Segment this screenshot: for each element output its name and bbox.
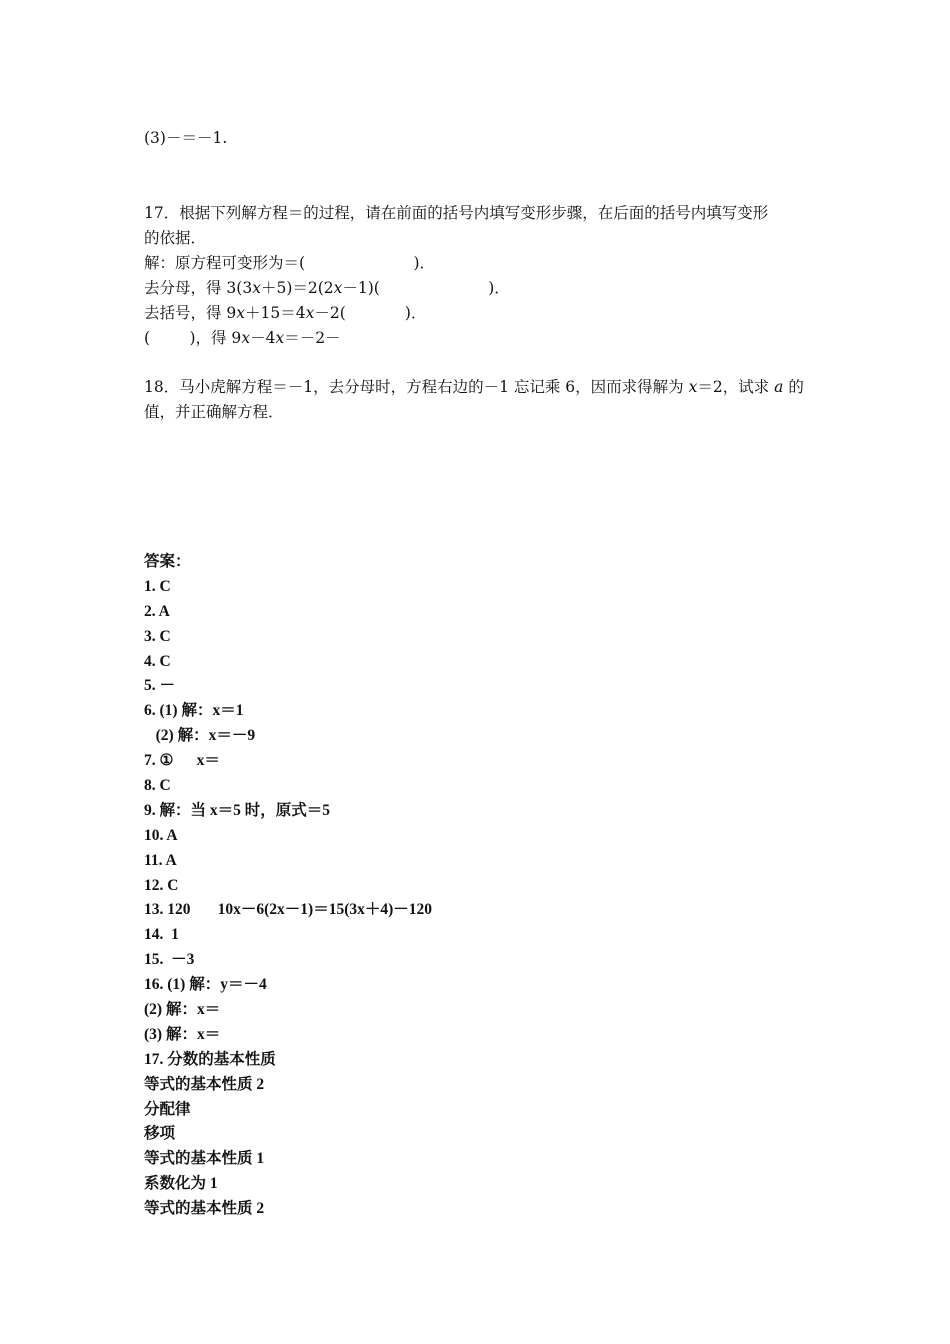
text: 的 bbox=[783, 378, 804, 396]
question-18-line-1 bbox=[144, 377, 804, 397]
var-x: x bbox=[252, 279, 261, 297]
text: －1)( )． bbox=[342, 279, 510, 297]
answer-item: 12. C bbox=[144, 877, 179, 894]
answer-item: 9. 解：当 x＝5 时，原式＝5 bbox=[144, 802, 331, 819]
answer-item: 15. －3 bbox=[144, 951, 195, 968]
text: ＝2，试求 bbox=[697, 378, 775, 396]
question-17-line-6 bbox=[144, 328, 341, 348]
answer-item: 10. A bbox=[144, 827, 178, 844]
answer-item: 等式的基本性质 2 bbox=[144, 1076, 265, 1093]
answer-item: 7. ① x＝ bbox=[144, 752, 220, 769]
var-x: x bbox=[688, 378, 698, 396]
question-18-line-2: 值，并正确解方程． bbox=[144, 403, 284, 421]
text: 18．马小虎解方程＝－1，去分母时，方程右边的－1 忘记乘 6，因而求得解为 bbox=[144, 378, 689, 396]
var-x: x bbox=[241, 329, 251, 347]
text: －4 bbox=[250, 329, 276, 347]
text: ＋15＝4 bbox=[245, 304, 306, 322]
answer-item: (2) 解：x＝ bbox=[144, 1001, 221, 1018]
question-17-line-3: 解：原方程可变形为＝( )． bbox=[144, 254, 435, 272]
answer-item: 13. 120 10x－6(2x－1)＝15(3x＋4)－120 bbox=[144, 901, 433, 918]
question-16-3: (3)－＝－1. bbox=[144, 129, 228, 147]
answer-item: 3. C bbox=[144, 628, 171, 645]
answer-item: 16. (1) 解：y＝－4 bbox=[144, 976, 267, 993]
answer-item: 8. C bbox=[144, 777, 171, 794]
var-x: x bbox=[333, 279, 343, 297]
answer-item: 系数化为 1 bbox=[144, 1175, 218, 1192]
var-x: x bbox=[275, 329, 285, 347]
answers-header: 答案： bbox=[144, 553, 191, 570]
text: ( )，得 9 bbox=[144, 329, 242, 347]
var-x: x bbox=[236, 304, 246, 322]
text: ＋5)＝2(2 bbox=[260, 279, 334, 297]
answer-item: 分配律 bbox=[144, 1101, 191, 1118]
answer-item: 11. A bbox=[144, 852, 177, 869]
answer-item: 17. 分数的基本性质 bbox=[144, 1051, 276, 1068]
var-a: a bbox=[774, 378, 784, 396]
answer-item: 等式的基本性质 1 bbox=[144, 1150, 265, 1167]
answer-item: 6. (1) 解：x＝1 bbox=[144, 702, 244, 719]
question-17-line-1: 17．根据下列解方程＝的过程，请在前面的括号内填写变形步骤，在后面的括号内填写变形 bbox=[144, 204, 769, 222]
answer-item: (3) 解：x＝ bbox=[144, 1026, 221, 1043]
text: －2( )． bbox=[314, 304, 427, 322]
text: 去括号，得 9 bbox=[144, 304, 237, 322]
var-x: x bbox=[305, 304, 315, 322]
question-17-line-4 bbox=[144, 278, 510, 298]
answer-item: (2) 解：x＝－9 bbox=[144, 727, 256, 744]
answer-item: 2. A bbox=[144, 603, 170, 620]
answer-item: 等式的基本性质 2 bbox=[144, 1200, 265, 1217]
answer-item: 移项 bbox=[144, 1125, 176, 1142]
question-17-line-5 bbox=[144, 303, 426, 323]
answer-item: 14. 1 bbox=[144, 926, 179, 943]
question-17-line-2: 的依据． bbox=[144, 229, 207, 247]
answer-item: 4. C bbox=[144, 653, 171, 670]
answer-item: 1. C bbox=[144, 578, 171, 595]
text: ＝－2－ bbox=[284, 329, 341, 347]
answer-item: 5. － bbox=[144, 677, 176, 694]
text: 去分母，得 3(3 bbox=[144, 279, 253, 297]
